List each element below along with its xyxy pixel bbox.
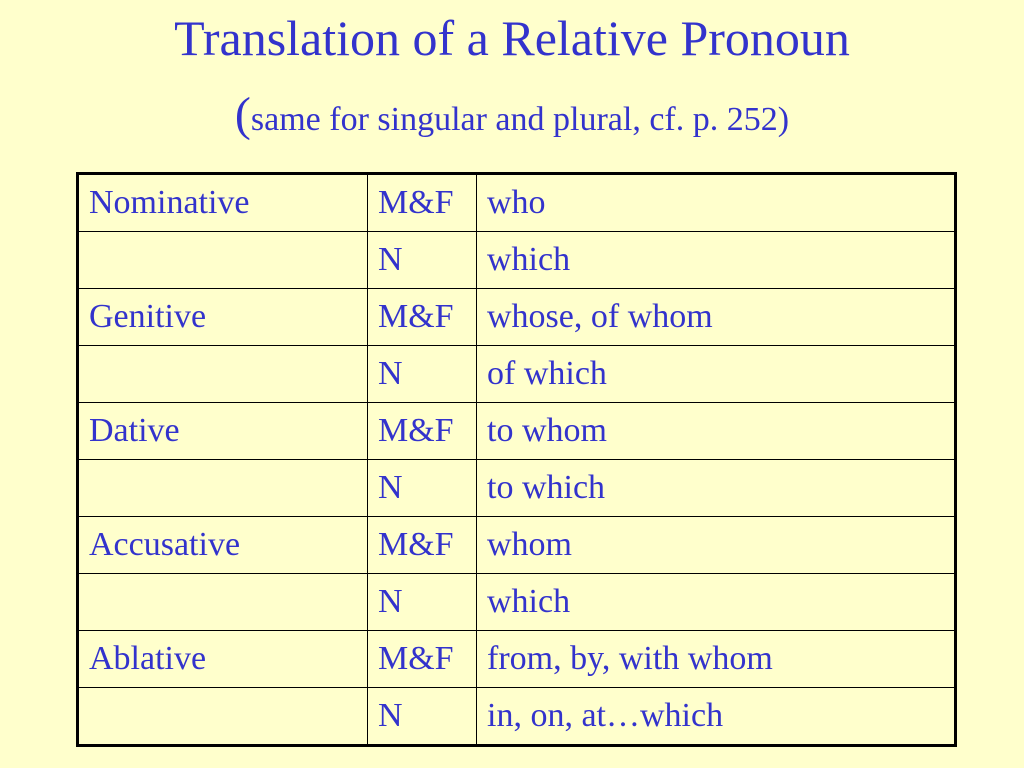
gender-cell: N xyxy=(368,232,477,289)
subtitle-text: same for singular and plural, cf. p. 252) xyxy=(250,101,790,138)
case-cell xyxy=(78,346,368,403)
meaning-cell: who xyxy=(477,174,956,232)
table-row xyxy=(78,631,956,688)
meaning-cell: whom xyxy=(477,517,956,574)
gender-cell: M&F xyxy=(368,517,477,574)
table-row xyxy=(78,574,956,631)
gender-cell: N xyxy=(368,346,477,403)
case-cell xyxy=(78,232,368,289)
case-cell: Dative xyxy=(78,403,368,460)
relative-pronoun-table xyxy=(76,172,957,747)
gender-cell: M&F xyxy=(368,289,477,346)
meaning-cell: in, on, at…which xyxy=(477,688,956,746)
gender-cell: M&F xyxy=(368,631,477,688)
case-cell: Genitive xyxy=(78,289,368,346)
table-row xyxy=(78,289,956,346)
meaning-cell: which xyxy=(477,574,956,631)
table-row xyxy=(78,688,956,746)
slide-title: Translation of a Relative Pronoun xyxy=(174,10,850,66)
meaning-cell: to whom xyxy=(477,403,956,460)
case-cell xyxy=(78,688,368,746)
meaning-cell: which xyxy=(477,232,956,289)
table-row xyxy=(78,517,956,574)
table-row xyxy=(78,232,956,289)
gender-cell: N xyxy=(368,574,477,631)
gender-cell: M&F xyxy=(368,174,477,232)
meaning-cell: to which xyxy=(477,460,956,517)
gender-cell: N xyxy=(368,460,477,517)
slide-subtitle xyxy=(0,80,1024,161)
case-cell: Nominative xyxy=(78,174,368,232)
subtitle-open-paren: ( xyxy=(234,88,251,141)
case-cell xyxy=(78,460,368,517)
case-cell: Ablative xyxy=(78,631,368,688)
table-row xyxy=(78,403,956,460)
meaning-cell: of which xyxy=(477,346,956,403)
table-row xyxy=(78,460,956,517)
case-cell xyxy=(78,574,368,631)
meaning-cell: whose, of whom xyxy=(477,289,956,346)
gender-cell: M&F xyxy=(368,403,477,460)
table-row xyxy=(78,174,956,232)
gender-cell: N xyxy=(368,688,477,746)
meaning-cell: from, by, with whom xyxy=(477,631,956,688)
case-cell: Accusative xyxy=(78,517,368,574)
table-row xyxy=(78,346,956,403)
